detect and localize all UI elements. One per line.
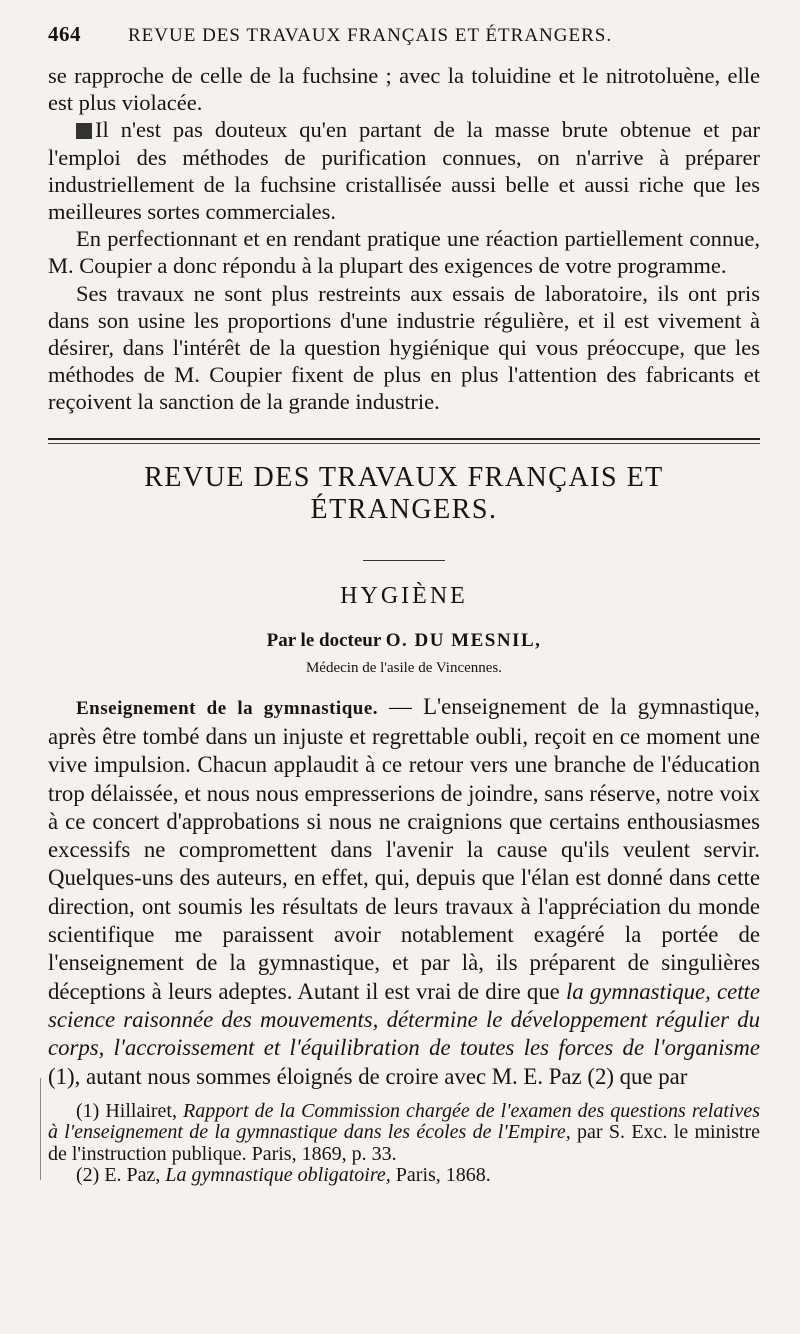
page-number: 464 [48,22,81,46]
byline-prefix: Par le docteur [266,629,381,651]
article-quote: la gymnastique, cette science raisonnée des mouvements, détermine le développement régulier du corps, l'accroissement et l'équilibration de toutes les forces de l'organisme [48,978,760,1061]
article-body [48,693,760,1091]
divider-thin [48,443,760,444]
footnote-2-title: La gymnastique obligatoire, [165,1164,391,1187]
byline [48,630,760,652]
divider-thick [48,438,760,440]
footnote-1-ref: (1) Hillairet, [76,1099,184,1122]
article-lead: Enseignement de la gymnastique. [76,697,379,719]
printer-mark-icon [76,123,92,139]
section-divider [48,438,760,444]
footnote-1 [48,1101,760,1166]
short-rule [363,560,445,561]
paragraph-2-text: Il n'est pas douteux qu'en partant de la masse brute obtenue et par l'emploi des méthodes de purification connues, on n'arrive à préparer industriellement de la fuchsine cristallisée aussi belle et aussi riche que les meilleures sortes commerciales. [48,117,760,225]
article-paragraph [48,693,760,1091]
article-text-1: — L'enseignement de la gymnastique, après être tombé dans un injuste et regrettable oubli, reçoit en ce moment une vive impulsion. Chacun applaudit à ce retour vers une branche de l'éducation trop délaissée, et nous nous empresserions de joindre, sans réserve, notre voix à ce concert d'approbations si nous ne craignions que certains enthousiasmes excessifs ne compromettent dans l'avenir la cause qu'ils veulent servir. Quelques-uns des auteurs, en effet, qui, depuis que l'élan est donné dans cette direction, ont soumis les résultats de leurs travaux à l'appréciation du monde scientifique me paraissent avoir notablement exagéré la portée de l'enseignement de la gymnastique, et par là, ils préparent de singulières déceptions à leurs adeptes. Autant il est vrai de dire que [48,693,760,1004]
author-name: O. DU MESNIL, [385,629,542,651]
author-affiliation: Médecin de l'asile de Vincennes. [305,659,503,676]
running-header [48,22,760,62]
footnote-2 [48,1165,760,1187]
paragraph-1: se rapproche de celle de la fuchsine ; avec la toluidine et le nitrotoluène, elle est plus violacée. [48,63,760,116]
footnote-1-source: par S. Exc. le ministre de l'instruction publique. Paris, 1869, p. 33. [48,1121,760,1165]
paragraph-4: Ses travaux ne sont plus restreints aux essais de laboratoire, ils ont pris dans son usine les proportions d'une industrie régulière, et il est vivement à désirer, dans l'intérêt de la question hygiénique qui vous préoccupe, que les méthodes de M. Coupier fixent de plus en plus l'attention des fabricants et reçoivent la sanction de la grande industrie. [48,280,760,415]
subject-heading: HYGIÈNE [340,582,468,609]
paragraph-3: En perfectionnant et en rendant pratique une réaction partiellement connue, M. Coupier a donc répondu à la plupart des exigences de votre programme. [48,226,760,279]
page [48,22,760,1187]
footnote-1-title: Rapport de la Commission chargée de l'examen des questions relatives à l'enseignement de la gymnastique dans les écoles de l'Empire, [48,1099,760,1144]
paragraph-2 [48,116,760,225]
margin-bracket [40,1078,45,1180]
section-title: REVUE DES TRAVAUX FRANÇAIS ET ÉTRANGERS. [144,461,664,525]
footnote-2-source: Paris, 1868. [390,1164,491,1187]
article-text-2: (1), autant nous sommes éloignés de croire avec M. E. Paz (2) que par [48,1063,688,1089]
footnotes [48,1101,760,1187]
running-title: REVUE DES TRAVAUX FRANÇAIS ET ÉTRANGERS. [128,25,613,46]
footnote-2-ref: (2) E. Paz, [76,1164,166,1187]
